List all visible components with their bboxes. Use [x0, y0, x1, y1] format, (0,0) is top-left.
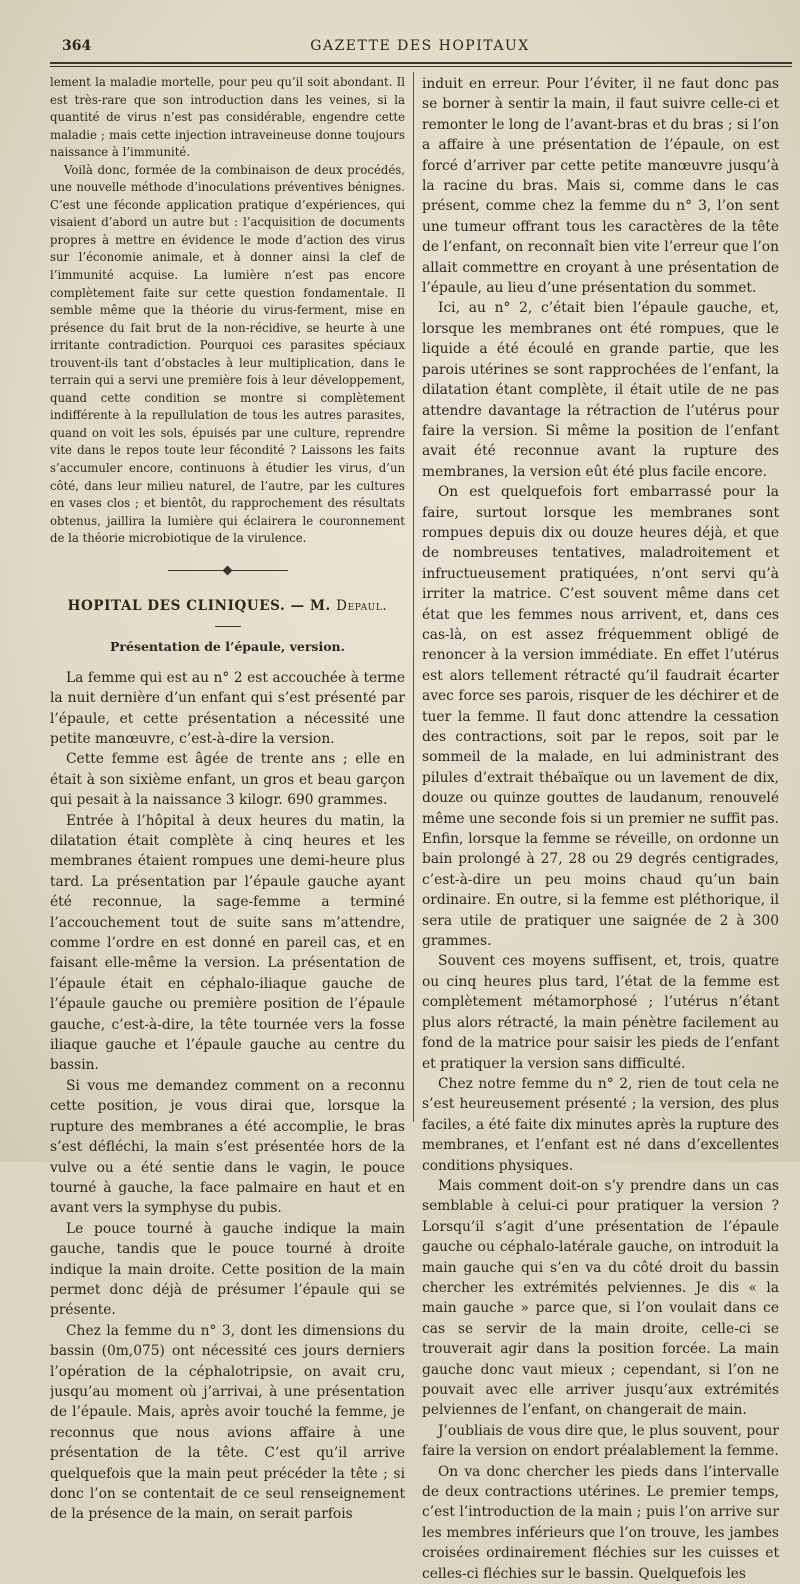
article-body-left — [50, 668, 405, 1525]
paragraph: On est quelquefois fort embarrassé pour la faire, surtout lorsque les membranes sont rompues depuis dix ou douze heures déjà, et que de nombreuses tentatives, maladroitement et infructueusement pratiquées, n’ont servi qu’à irriter la matrice. C’est souvent même dans cet état que les femmes nous arrivent, et, dans ces cas-là, on est assez fréquemment obligé de renoncer à la version immédiate. En effet l’utérus est alors tellement rétracté qu’il faudrait écarter avec force ses parois, risquer de les déchirer et de tuer la femme. Il faut donc attendre la cessation des contractions, soit par le repos, soit par le sommeil de la malade, en lui administrant des pilules d’extrait thébaïque ou un lavement de dix, douze ou quinze gouttes de laudanum, renouvelé même une seconde fois si un premier ne suffit pas. Enfin, lorsque la femme se réveille, on ordonne un bain prolongé à 27, 28 ou 29 degrés centigrades, c’est-à-dire un peu moins chaud qu’un bain ordinaire. En outre, si la femme est pléthorique, il sera utile de pratiquer une saignée de 2 à 300 grammes. — [422, 484, 779, 950]
paragraph: La femme qui est au n° 2 est accouchée à terme la nuit dernière d’un enfant qui s’est présenté par l’épaule, et cette présentation a nécessité une petite manœuvre, c’est-à-dire la version. — [50, 669, 405, 747]
paragraph: lement la maladie mortelle, pour peu qu’il soit abondant. Il est très-rare que son introduction dans les veines, si la quantité de virus n’est pas considérable, engendre cette maladie ; mais cette injection intraveineuse donne toujours naissance à l’immunité. — [50, 75, 405, 160]
page-number: 364 — [62, 38, 92, 54]
section-title-text: HOPITAL DES CLINIQUES. — M. — [67, 597, 331, 614]
paragraph: Ici, au n° 2, c’était bien l’épaule gauche, et, lorsque les membranes ont été rompues, que le liquide a été écoulé en grande partie, que les parois utérines se sont rapprochées de l’enfant, la dilatation étant complète, il était utile de ne pas attendre davantage la rétraction de l’utérus pour faire la version. Si même la position de l’enfant avait été reconnue avant la rupture des membranes, la version eût été plus facile encore. — [422, 300, 779, 480]
ornament-diamond-rule — [168, 570, 288, 571]
article-continuation — [50, 74, 405, 548]
paragraph: J’oubliais de vous dire que, le plus souvent, pour faire la version on endort préalablement la femme. — [422, 1422, 779, 1460]
section-title — [50, 598, 405, 614]
paragraph: Chez notre femme du n° 2, rien de tout cela ne s’est heureusement présenté ; la version, des plus faciles, a été faite dix minutes après la rupture des membranes, et l’enfant est né dans d’excellentes conditions physiques. — [422, 1075, 779, 1174]
paragraph: Entrée à l’hôpital à deux heures du matin, la dilatation était complète à cinq heures et les membranes étaient rompues une demi-heure plus tard. La présentation par l’épaule gauche ayant été reconnue, la sage-femme a terminé l’accouchement tout de suite sans m’attendre, comme l’ordre en est donné en pareil cas, et en faisant elle-même la version. La présentation de l’épaule était en céphalo-iliaque gauche de l’épaule gauche ou première position de l’épaule gauche, c’est-à-dire, la tête tournée vers la fosse iliaque gauche et l’épaule gauche au centre du bassin. — [50, 812, 405, 1074]
paragraph: induit en erreur. Pour l’éviter, il ne faut donc pas se borner à sentir la main, il faut suivre celle-ci et remonter le long de l’avant-bras et du bras ; si l’on a affaire à une présentation de l’épaule, on est forcé d’arriver par cette petite manœuvre jusqu’à la racine du bras. Mais si, comme dans le cas présent, comme chez la femme du n° 3, l’on sent une tumeur offrant tous les caractères de la tête de l’enfant, on reconnaît bien vite l’erreur que l’on allait commettre en croyant à une présentation de l’épaule, au lieu d’une présentation du sommet. — [422, 76, 779, 297]
paragraph: Mais comment doit-on s’y prendre dans un cas semblable à celui-ci pour pratiquer la version ? Lorsqu’il s’agit d’une présentation de l’épaule gauche ou céphalo-latérale gauche, on introduit la main gauche qui s’en va du côté droit du bassin chercher les extrémités pelviennes. Je dis « la main gauche » parce que, si l’on voulait dans ce cas se servir de la main droite, celle-ci se trouverait agir dans la position forcée. La main gauche donc vaut mieux ; cependant, si l’on ne pouvait avec elle arriver jusqu’aux extrémités pelviennes de l’enfant, on changerait de main. — [422, 1177, 779, 1419]
paragraph: Chez la femme du n° 3, dont les dimensions du bassin (0m,075) ont nécessité ces jours derniers l’opération de la céphalotripsie, on avait cru, jusqu’au moment où j’arrivai, à une présentation de l’épaule. Mais, après avoir touché la femme, je reconnus que nous avions affaire à une présentation de la tête. C’est qu’il arrive quelquefois que la main peut précéder la tête ; si donc l’on se contentait de ce seul renseignement de la présence de la main, on serait parfois — [50, 1322, 405, 1523]
paragraph: Voilà donc, formée de la combinaison de deux procédés, une nouvelle méthode d’inoculations préventives bénignes. C’est une féconde application pratique d’expériences, qui visaient d’abord un autre but : l’acquisition de documents propres à mettre en évidence le mode d’action des virus sur l’économie animale, et à donner ainsi la clef de l’immunité acquise. La lumière n’est pas encore complètement faite sur cette question fondamentale. Il semble même que la théorie du virus-ferment, mise en présence du fait brut de la non-récidive, se heurte à une irritante contradiction. Pourquoi ces parasites spéciaux trouvent-ils tant d’obstacles à leur multiplication, dans le terrain qui a servi une première fois à leur développement, quand cette condition se montre si complètement indifférente à la repullulation de tous les autres parasites, quand on voit les sols, épuisés par une culture, reprendre vite dans le repos toute leur fécondité ? Laissons les faits s’accumuler encore, continuons à étudier les virus, d’un côté, dans leur milieu naturel, de l’autre, par les cultures en vases clos ; et bientôt, du rapprochement des résultats obtenus, jaillira la lumière qui éclairera le couronnement de la théorie microbiotique de la virulence. — [50, 162, 405, 546]
header-rule — [50, 62, 792, 64]
header-rule-thin — [50, 66, 792, 67]
running-title: GAZETTE DES HOPITAUX — [310, 38, 530, 54]
section-subtitle: Présentation de l’épaule, version. — [110, 638, 345, 654]
paragraph: On va donc chercher les pieds dans l’intervalle de deux contractions utérines. Le premier temps, c’est l’introduction de la main ; puis l’on arrive sur les membres inférieurs que l’on trouve, les jambes croisées ordinairement fléchies sur les cuisses et celles-ci fléchies sur le bassin. Quelquefois les — [422, 1463, 779, 1582]
page-header — [50, 38, 790, 60]
title-rule — [215, 626, 241, 627]
right-column — [422, 74, 779, 1584]
paragraph: Le pouce tourné à gauche indique la main gauche, tandis que le pouce tourné à droite indique la main droite. Cette position de la main permet donc déjà de présumer l’épaule qui se présente. — [50, 1220, 405, 1319]
section-author: Depaul. — [336, 597, 388, 614]
section-ornament — [50, 558, 405, 584]
column-divider — [413, 72, 414, 1122]
paragraph: Cette femme est âgée de trente ans ; elle en était à son sixième enfant, un gros et beau garçon qui pesait à la naissance 3 kilogr. 690 grammes. — [50, 751, 405, 809]
paragraph: Souvent ces moyens suffisent, et, trois, quatre ou cinq heures plus tard, l’état de la femme est complètement métamorphosé ; l’utérus n’étant plus alors rétracté, la main pénètre facilement au fond de la matrice pour saisir les pieds de l’enfant et pratiquer la version sans difficulté. — [422, 953, 779, 1072]
paragraph: Si vous me demandez comment on a reconnu cette position, je vous dirai que, lorsque la rupture des membranes a été accomplie, le bras s’est défléchi, la main s’est présentée hors de la vulve ou a été sentie dans le vagin, le pouce tourné à gauche, la face palmaire en haut et en avant vers la symphyse du pubis. — [50, 1077, 405, 1217]
left-column — [50, 74, 405, 1525]
